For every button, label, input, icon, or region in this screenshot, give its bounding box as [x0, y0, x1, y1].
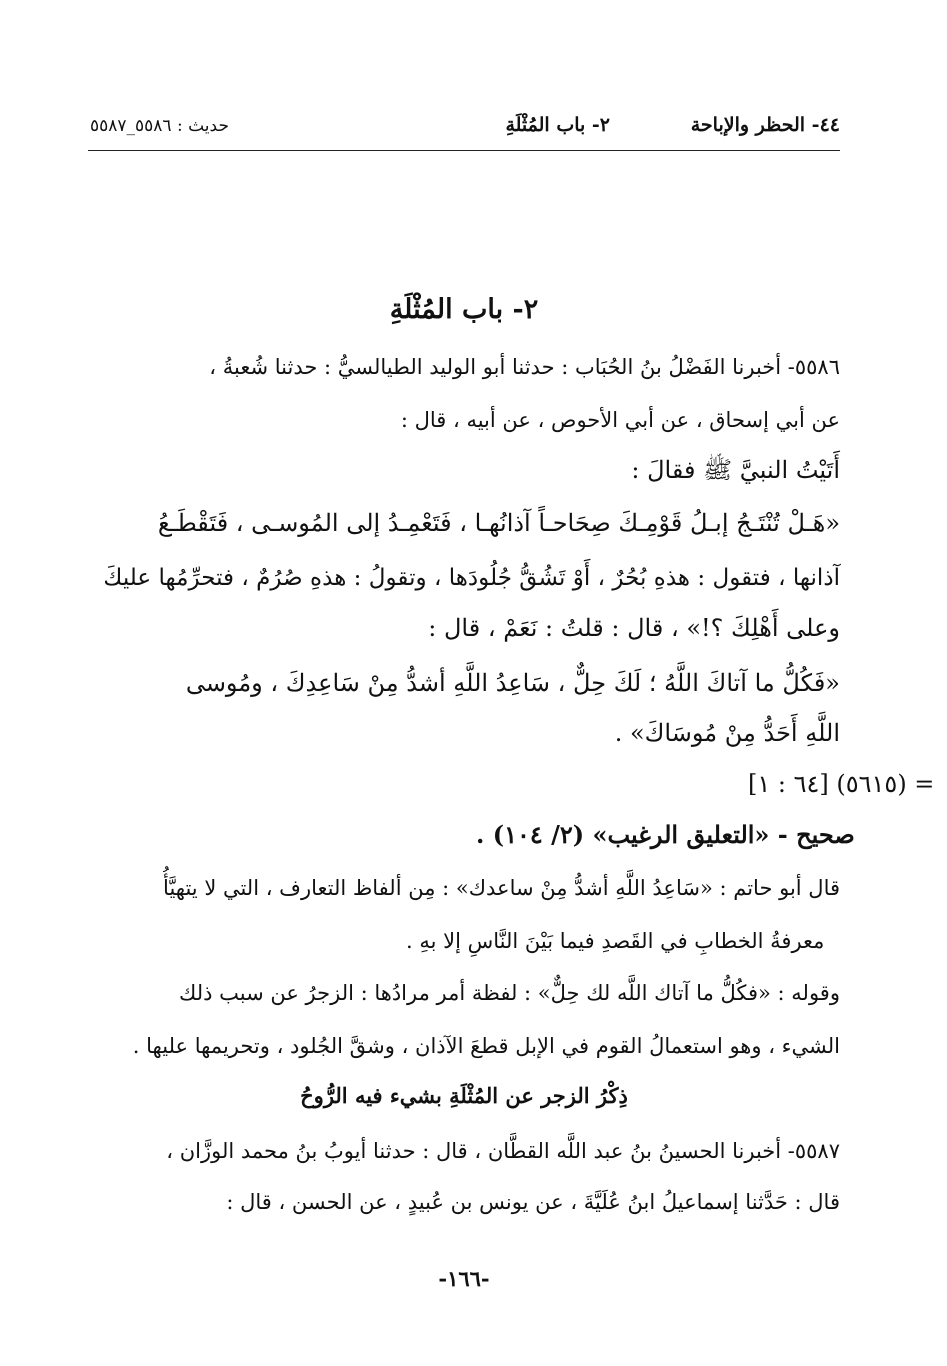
cross-reference: = (٥٦١٥) [٦٤ : ١]: [748, 770, 935, 798]
text-line: عن أبي إسحاق ، عن أبي الأحوص ، عن أبيه ، قال :: [400, 408, 840, 432]
text-line: أَتَيْتُ النبيَّ ﷺ فقالَ :: [631, 456, 840, 484]
text-line: معرفةُ الخطابِ في القَصدِ فيما بَيْنَ النَّاسِ إلا بهِ .: [406, 929, 825, 953]
running-header: [90, 108, 840, 144]
header-book-title: ٤٤- الحظر والإباحة: [690, 114, 840, 136]
header-chapter-title: ٢- باب المُثْلَةِ: [505, 114, 610, 136]
text-line: الشيء ، وهو استعمالُ القوم في الإبل قطعَ الآذان ، وشقَّ الجُلود ، وتحريمها عليها .: [132, 1034, 840, 1058]
section-heading: ذِكْرُ الزجر عن المُثْلَةِ بشيء فيه الرُّوحُ: [300, 1083, 628, 1108]
header-hadith-range: حديث : ٥٥٨٦_٥٥٨٧: [90, 116, 229, 136]
chapter-title: ٢- باب المُثْلَةِ: [389, 294, 539, 325]
grading-line: صحيح - «التعليق الرغيب» (٢/ ١٠٤) .: [476, 820, 855, 849]
text-line: آذانها ، فتقول : هذهِ بُحُرٌ ، أَوْ تَشُقُّ جُلُودَها ، وتقولُ : هذهِ صُرُمٌ ، فتحرِّمُها عليكَ: [103, 565, 840, 591]
text-line: قال أبو حاتم : «سَاعِدُ اللَّهِ أشدُّ مِنْ ساعدك» : مِن ألفاظ التعارف ، التي لا يتهيَّأُ: [163, 876, 840, 900]
text-line: اللَّهِ أَحَدُّ مِنْ مُوسَاكَ» .: [614, 719, 840, 747]
header-divider: [88, 150, 840, 151]
page-number: -١٦٦-: [438, 1266, 490, 1291]
text-line: «فَكُلُّ ما آتاكَ اللَّهُ ؛ لَكَ حِلٌّ ، سَاعِدُ اللَّهِ أشدُّ مِنْ سَاعِدِكَ ، ومُوسى: [185, 669, 840, 697]
text-line: قال : حَدَّثنا إسماعيلُ ابنُ عُلَيَّةَ ، عن يونس بن عُبيدٍ ، عن الحسن ، قال :: [226, 1190, 840, 1214]
text-line: ٥٥٨٦- أخبرنا الفَضْلُ بنُ الحُبَاب : حدثنا أبو الوليد الطيالسيُّ : حدثنا شُعبةُ ،: [209, 355, 840, 379]
text-line: وعلى أَهْلِكَ ؟!» ، قال : قلتُ : نَعَمْ ، قال :: [428, 614, 840, 642]
text-line: ٥٥٨٧- أخبرنا الحسينُ بنُ عبد اللَّه القطَّان ، قال : حدثنا أيوبُ بنُ محمد الوزَّان ،: [166, 1139, 840, 1163]
text-line: «هَـلْ تُنْتَـجُ إبـلُ قَوْمِـكَ صِحَاحـاً آذانُهـا ، فَتَعْمِـدُ إلى المُوسـى ، فَتَقْطَـعُ: [157, 509, 840, 537]
text-line: وقوله : «فكُلُّ ما آتاك اللَّه لك حِلٌّ» : لفظة أمر مرادُها : الزجرُ عن سبب ذلك: [179, 981, 840, 1005]
